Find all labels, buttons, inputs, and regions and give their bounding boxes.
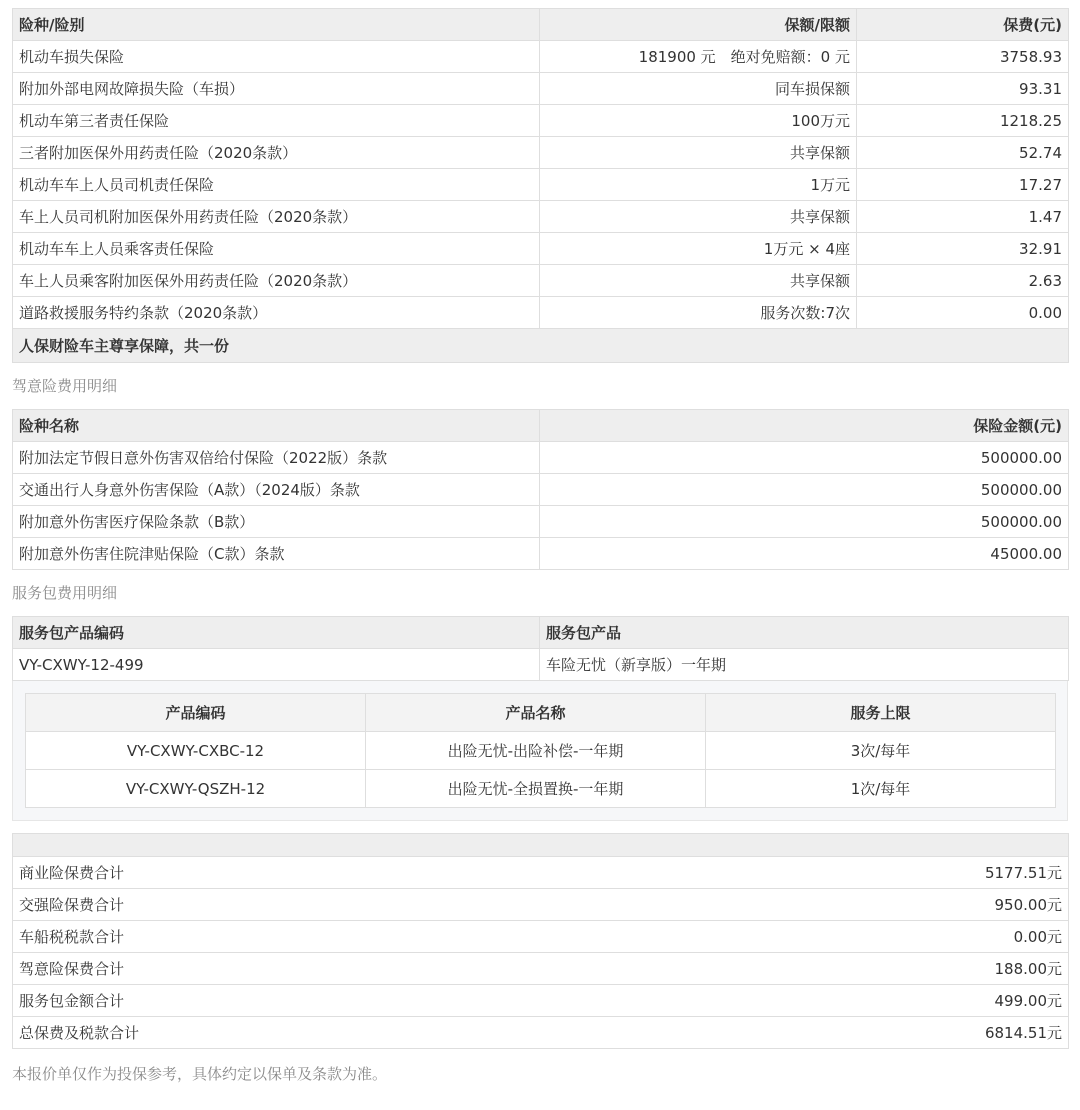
coverage-premium: 52.74 — [857, 137, 1069, 169]
total-label: 交强险保费合计 — [13, 889, 540, 921]
total-value: 950.00元 — [540, 889, 1069, 921]
coverage-limit: 共享保额 — [540, 201, 857, 233]
accident-name: 交通出行人身意外伤害保险（A款）（2024版）条款 — [13, 474, 540, 506]
table-row — [13, 889, 1069, 921]
accident-amount: 500000.00 — [540, 506, 1069, 538]
coverage-premium: 1.47 — [857, 201, 1069, 233]
service-detail-header-limit: 服务上限 — [706, 694, 1056, 732]
disclaimer-note: 本报价单仅作为投保参考，具体约定以保单及条款为准。 — [12, 1065, 388, 1083]
totals-header-row — [13, 834, 1069, 857]
service-detail-name: 出险无忧-全损置换-一年期 — [366, 770, 706, 808]
coverage-header-premium: 保费(元) — [857, 9, 1069, 41]
service-detail-header-code: 产品编码 — [26, 694, 366, 732]
accident-amount: 500000.00 — [540, 442, 1069, 474]
totals-header — [13, 834, 1069, 857]
accident-header-amount: 保险金额(元) — [540, 410, 1069, 442]
coverage-limit: 100万元 — [540, 105, 857, 137]
coverage-name: 机动车车上人员乘客责任保险 — [13, 233, 540, 265]
service-table — [12, 616, 1069, 681]
total-value: 6814.51元 — [540, 1017, 1069, 1049]
accident-name: 附加意外伤害医疗保险条款（B款） — [13, 506, 540, 538]
coverage-limit: 181900 元 绝对免赔额：0 元 — [540, 41, 857, 73]
total-value: 5177.51元 — [540, 857, 1069, 889]
service-code: VY-CXWY-12-499 — [13, 649, 540, 681]
total-value: 188.00元 — [540, 953, 1069, 985]
service-detail-header-name: 产品名称 — [366, 694, 706, 732]
table-row — [13, 506, 1069, 538]
coverage-premium: 2.63 — [857, 265, 1069, 297]
coverage-footer-row — [13, 329, 1069, 363]
table-row — [26, 732, 1056, 770]
table-row — [13, 105, 1069, 137]
accident-amount: 500000.00 — [540, 474, 1069, 506]
coverage-limit: 共享保额 — [540, 137, 857, 169]
coverage-premium: 0.00 — [857, 297, 1069, 329]
service-header-row — [13, 617, 1069, 649]
coverage-header-row — [13, 9, 1069, 41]
service-section-title: 服务包费用明细 — [12, 584, 118, 602]
total-label: 服务包金额合计 — [13, 985, 540, 1017]
table-row — [13, 169, 1069, 201]
table-row — [13, 985, 1069, 1017]
coverage-limit: 1万元 — [540, 169, 857, 201]
service-detail-code: VY-CXWY-QSZH-12 — [26, 770, 366, 808]
total-label: 总保费及税款合计 — [13, 1017, 540, 1049]
accident-table — [12, 409, 1069, 570]
table-row — [13, 1017, 1069, 1049]
coverage-limit: 同车损保额 — [540, 73, 857, 105]
total-value: 0.00元 — [540, 921, 1069, 953]
coverage-header-name: 险种/险别 — [13, 9, 540, 41]
coverage-header-limit: 保额/限额 — [540, 9, 857, 41]
total-value: 499.00元 — [540, 985, 1069, 1017]
coverage-name: 机动车损失保险 — [13, 41, 540, 73]
coverage-name: 机动车第三者责任保险 — [13, 105, 540, 137]
service-detail-panel — [12, 681, 1068, 821]
service-header-product: 服务包产品 — [540, 617, 1069, 649]
table-row — [13, 297, 1069, 329]
coverage-premium: 1218.25 — [857, 105, 1069, 137]
table-row — [13, 857, 1069, 889]
coverage-limit: 1万元 × 4座 — [540, 233, 857, 265]
total-label: 驾意险保费合计 — [13, 953, 540, 985]
coverage-name: 三者附加医保外用药责任险（2020条款） — [13, 137, 540, 169]
accident-amount: 45000.00 — [540, 538, 1069, 570]
coverage-name: 车上人员乘客附加医保外用药责任险（2020条款） — [13, 265, 540, 297]
service-detail-header-row — [26, 694, 1056, 732]
accident-header-name: 险种名称 — [13, 410, 540, 442]
table-row — [13, 953, 1069, 985]
accident-header-row — [13, 410, 1069, 442]
service-detail-table — [25, 693, 1056, 808]
table-row — [26, 770, 1056, 808]
coverage-name: 机动车车上人员司机责任保险 — [13, 169, 540, 201]
service-product: 车险无忧（新享版）一年期 — [540, 649, 1069, 681]
table-row — [13, 474, 1069, 506]
service-detail-name: 出险无忧-出险补偿-一年期 — [366, 732, 706, 770]
table-row — [13, 649, 1069, 681]
table-row — [13, 233, 1069, 265]
coverage-table — [12, 8, 1069, 363]
table-row — [13, 137, 1069, 169]
coverage-limit: 服务次数:7次 — [540, 297, 857, 329]
table-row — [13, 538, 1069, 570]
coverage-limit: 共享保额 — [540, 265, 857, 297]
coverage-name: 道路救援服务特约条款（2020条款） — [13, 297, 540, 329]
service-detail-limit: 3次/每年 — [706, 732, 1056, 770]
coverage-premium: 17.27 — [857, 169, 1069, 201]
table-row — [13, 265, 1069, 297]
service-detail-limit: 1次/每年 — [706, 770, 1056, 808]
service-header-code: 服务包产品编码 — [13, 617, 540, 649]
coverage-premium: 3758.93 — [857, 41, 1069, 73]
totals-table — [12, 833, 1069, 1049]
table-row — [13, 442, 1069, 474]
coverage-name: 附加外部电网故障损失险（车损） — [13, 73, 540, 105]
total-label: 商业险保费合计 — [13, 857, 540, 889]
total-label: 车船税税款合计 — [13, 921, 540, 953]
accident-name: 附加意外伤害住院津贴保险（C款）条款 — [13, 538, 540, 570]
service-detail-code: VY-CXWY-CXBC-12 — [26, 732, 366, 770]
table-row — [13, 41, 1069, 73]
coverage-footer: 人保财险车主尊享保障，共一份 — [13, 329, 1069, 363]
coverage-premium: 93.31 — [857, 73, 1069, 105]
table-row — [13, 201, 1069, 233]
coverage-name: 车上人员司机附加医保外用药责任险（2020条款） — [13, 201, 540, 233]
table-row — [13, 921, 1069, 953]
table-row — [13, 73, 1069, 105]
coverage-premium: 32.91 — [857, 233, 1069, 265]
accident-name: 附加法定节假日意外伤害双倍给付保险（2022版）条款 — [13, 442, 540, 474]
accident-section-title: 驾意险费用明细 — [12, 377, 118, 395]
